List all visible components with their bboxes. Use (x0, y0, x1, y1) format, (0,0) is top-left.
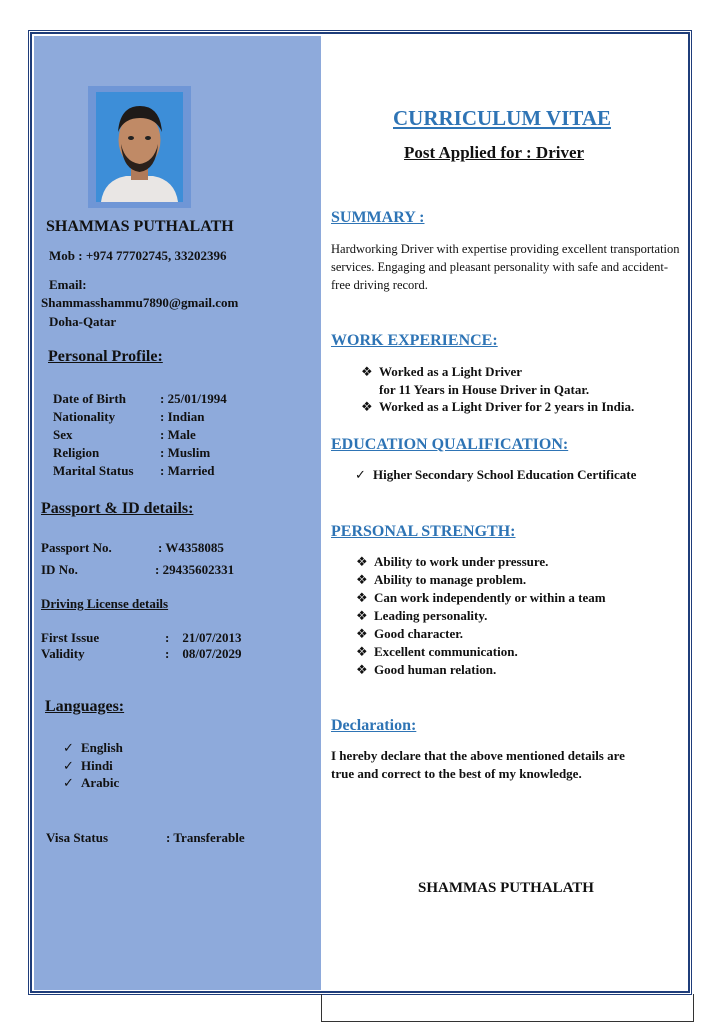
cv-title: CURRICULUM VITAE (393, 106, 611, 130)
language-label: Arabic (81, 775, 120, 790)
work-text: Worked as a Light Driver for 2 years in India. (379, 399, 635, 414)
check-icon: ✓ (63, 775, 74, 790)
summary-heading: SUMMARY : (331, 209, 425, 226)
license-label: Validity (41, 646, 85, 661)
profile-label: Date of Birth (53, 391, 126, 406)
profile-label: Sex (53, 427, 73, 442)
email-label: Email: (49, 277, 87, 292)
strength-text: Leading personality. (374, 608, 488, 623)
strength-item (356, 626, 463, 642)
passport-label: Passport No. (41, 540, 112, 555)
strength-text: Excellent communication. (374, 644, 518, 659)
diamond-bullet-icon: ❖ (361, 364, 373, 379)
strength-text: Can work independently or within a team (374, 590, 606, 605)
strength-item (356, 644, 518, 660)
mobile-number: Mob : +974 77702745, 33202396 (49, 248, 227, 263)
profile-photo (88, 86, 191, 208)
passport-heading: Passport & ID details: (41, 500, 194, 517)
check-icon: ✓ (63, 758, 74, 773)
profile-value: : Married (160, 463, 215, 478)
avatar (96, 92, 183, 202)
strength-item (356, 590, 606, 606)
license-value: : 08/07/2029 (165, 646, 242, 661)
id-label: ID No. (41, 562, 78, 577)
personal-profile-heading: Personal Profile: (48, 348, 163, 365)
visa-label: Visa Status (46, 830, 109, 845)
email-address: Shammasshammu7890@gmail.com (41, 295, 239, 310)
education-item (355, 467, 636, 483)
strength-text: Ability to work under pressure. (374, 554, 549, 569)
profile-value: : 25/01/1994 (160, 391, 227, 406)
post-applied: Post Applied for : Driver (404, 143, 585, 162)
work-item (361, 364, 522, 380)
diamond-bullet-icon: ❖ (356, 662, 368, 677)
profile-label: Nationality (53, 409, 116, 424)
strength-text: Ability to manage problem. (374, 572, 527, 587)
language-item (63, 758, 113, 774)
language-label: Hindi (81, 758, 113, 773)
candidate-name: SHAMMAS PUTHALATH (46, 218, 234, 235)
profile-value: : Indian (160, 409, 205, 424)
education-heading: EDUCATION QUALIFICATION: (331, 436, 569, 453)
strength-item (356, 608, 487, 624)
work-item (361, 399, 634, 415)
strength-item (356, 572, 526, 588)
declaration-line: I hereby declare that the above mentioned details are (331, 748, 625, 763)
work-experience-heading: WORK EXPERIENCE: (331, 332, 498, 349)
license-label: First Issue (41, 630, 100, 645)
visa-value: : Transferable (166, 830, 245, 845)
summary-text: Hardworking Driver with expertise providing excellent transportation services. Engaging and pleasant personality with safe and accident-free driving record. (331, 242, 680, 292)
person-photo-icon (96, 92, 183, 202)
diamond-bullet-icon: ❖ (356, 572, 368, 587)
strength-item (356, 554, 548, 570)
language-item (63, 740, 123, 756)
passport-value: : W4358085 (158, 540, 224, 555)
check-icon: ✓ (355, 467, 366, 482)
language-label: English (81, 740, 123, 755)
work-text: Worked as a Light Driver (379, 364, 522, 379)
check-icon: ✓ (63, 740, 74, 755)
education-text: Higher Secondary School Education Certificate (373, 467, 637, 482)
strength-item (356, 662, 496, 678)
profile-label: Religion (53, 445, 100, 460)
language-item (63, 775, 119, 791)
declaration-heading: Declaration: (331, 717, 417, 734)
diamond-bullet-icon: ❖ (356, 626, 368, 641)
diamond-bullet-icon: ❖ (356, 554, 368, 569)
profile-value: : Muslim (160, 445, 211, 460)
id-value: : 29435602331 (155, 562, 235, 577)
languages-heading: Languages: (45, 698, 125, 715)
profile-label: Marital Status (53, 463, 134, 478)
strength-text: Good human relation. (374, 662, 497, 677)
signature-name: SHAMMAS PUTHALATH (418, 880, 594, 896)
location: Doha-Qatar (49, 314, 117, 329)
bottom-box (321, 994, 694, 1022)
diamond-bullet-icon: ❖ (361, 399, 373, 414)
profile-value: : Male (160, 427, 196, 442)
declaration-line: true and correct to the best of my knowledge. (331, 766, 582, 781)
work-item-continued: for 11 Years in House Driver in Qatar. (379, 382, 590, 397)
diamond-bullet-icon: ❖ (356, 590, 368, 605)
diamond-bullet-icon: ❖ (356, 644, 368, 659)
personal-strength-heading: PERSONAL STRENGTH: (331, 523, 516, 540)
strength-text: Good character. (374, 626, 464, 641)
diamond-bullet-icon: ❖ (356, 608, 368, 623)
license-value: : 21/07/2013 (165, 630, 242, 645)
driving-license-heading: Driving License details (41, 596, 169, 611)
